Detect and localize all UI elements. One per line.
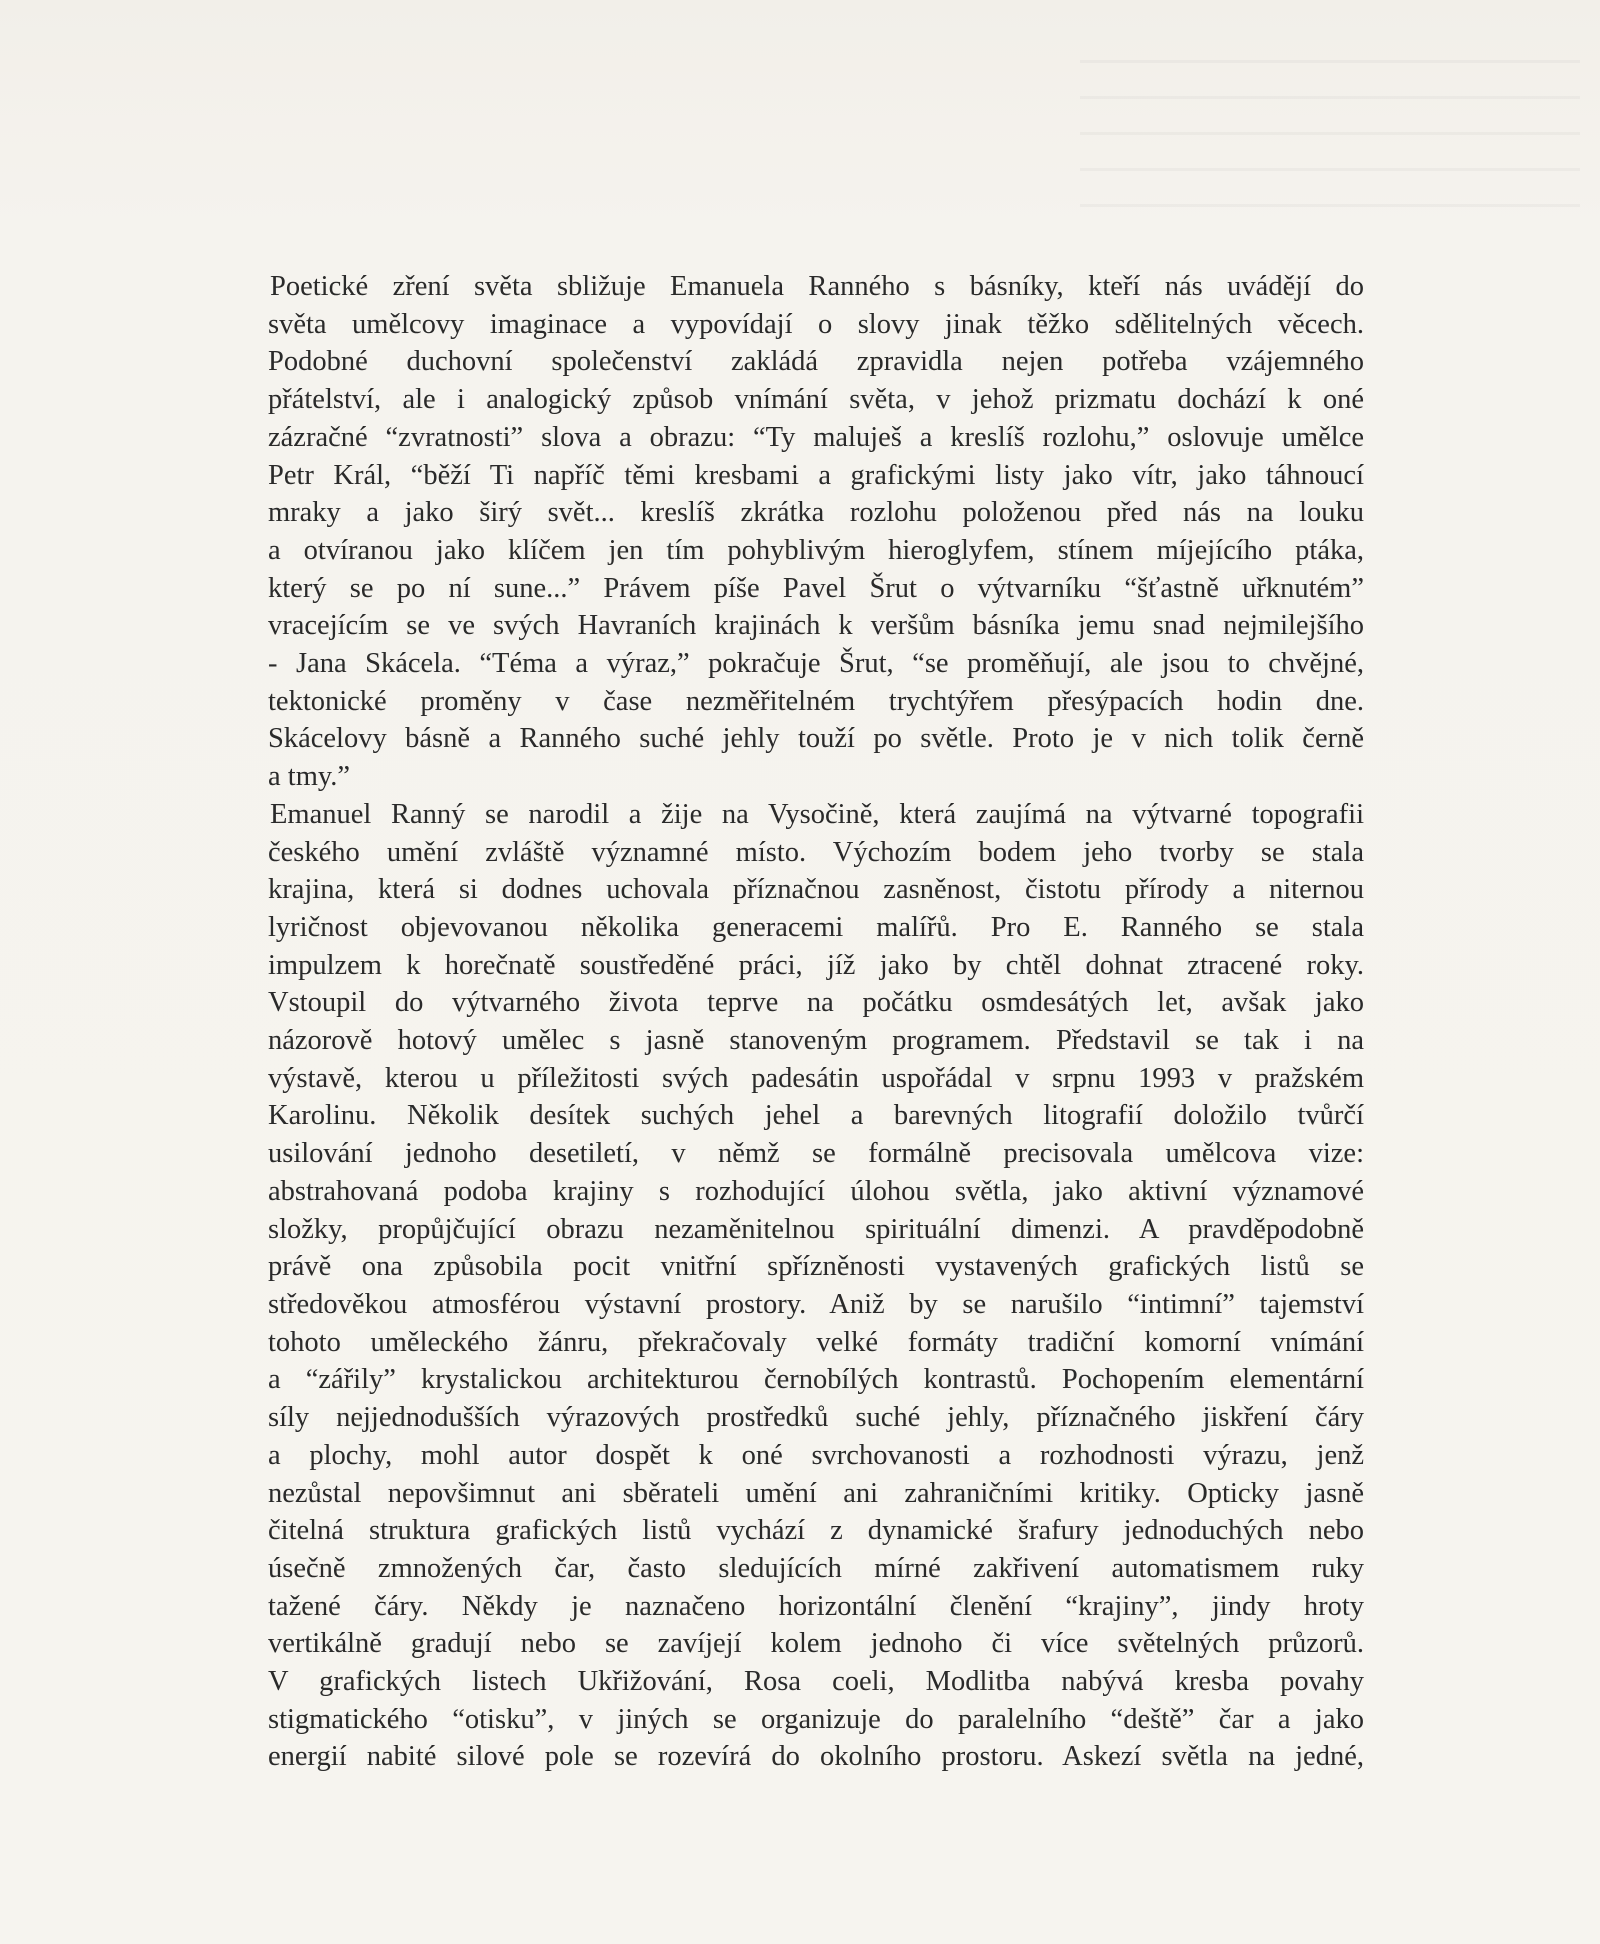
text-line: a “zářily” krystalickou architekturou černobílých kontrastů. Pochopením elementární — [268, 1364, 1364, 1396]
text-line: Vstoupil do výtvarného života teprve na počátku osmdesátých let, avšak jako — [268, 987, 1364, 1019]
text-line: čitelná struktura grafických listů vychází z dynamické šrafury jednoduchých nebo — [268, 1515, 1364, 1547]
text-line: zázračné “zvratnosti” slova a obrazu: “Ty maluješ a kreslíš rozlohu,” oslovuje umělce — [268, 421, 1364, 453]
text-line: impulzem k horečnatě soustředěné práci, jíž jako by chtěl dohnat ztracené roky. — [268, 949, 1364, 981]
text-line: V grafických listech Ukřižování, Rosa coeli, Modlitba nabývá kresba povahy — [268, 1666, 1364, 1698]
text-line: Podobné duchovní společenství zakládá zpravidla nejen potřeba vzájemného — [268, 346, 1364, 378]
text-line: a tmy.” — [268, 761, 351, 793]
text-line: českého umění zvláště významné místo. Výchozím bodem jeho tvorby se stala — [268, 836, 1364, 868]
text-line: který se po ní sune...” Právem píše Pavel Šrut o výtvarníku “šťastně uřknutém” — [268, 572, 1364, 604]
text-line: a otvíranou jako klíčem jen tím pohyblivým hieroglyfem, stínem míjejícího ptáka, — [268, 534, 1364, 566]
text-line: Skácelovy básně a Ranného suché jehly touží po světle. Proto je v nich tolik černě — [268, 723, 1364, 755]
text-line: a plochy, mohl autor dospět k oné svrchovanosti a rozhodnosti výrazu, jenž — [268, 1439, 1364, 1471]
text-line: stigmatického “otisku”, v jiných se organizuje do paralelního “deště” čar a jako — [268, 1703, 1364, 1735]
text-line: složky, propůjčující obrazu nezaměnitelnou spirituální dimenzi. A pravděpodobně — [268, 1213, 1364, 1245]
text-line: právě ona způsobila pocit vnitřní spřízněnosti vystavených grafických listů se — [268, 1251, 1364, 1283]
text-line: výstavě, kterou u příležitosti svých padesátin uspořádal v srpnu 1993 v pražském — [268, 1062, 1364, 1094]
text-line: - Jana Skácela. “Téma a výraz,” pokračuje Šrut, “se proměňují, ale jsou to chvějné, — [268, 648, 1364, 680]
text-line: lyričnost objevovanou několika generacemi malířů. Pro E. Ranného se stala — [268, 911, 1364, 943]
text-line: nezůstal nepovšimnut ani sběrateli umění ani zahraničními kritiky. Opticky jasně — [268, 1477, 1364, 1509]
text-line: přátelství, ale i analogický způsob vnímání světa, v jehož prizmatu dochází k oné — [268, 384, 1364, 416]
text-line: středověkou atmosférou výstavní prostory. Aniž by se narušilo “intimní” tajemství — [268, 1288, 1364, 1320]
text-line: názorově hotový umělec s jasně stanoveným programem. Představil se tak i na — [268, 1025, 1364, 1057]
text-line: usilování jednoho desetiletí, v němž se formálně precisovala umělcova vize: — [268, 1138, 1364, 1170]
text-line: mraky a jako širý svět... kreslíš zkrátka rozlohu položenou před nás na louku — [268, 497, 1364, 529]
text-line: síly nejjednodušších výrazových prostředků suché jehly, příznačného jiskření čáry — [268, 1402, 1364, 1434]
text-line: abstrahovaná podoba krajiny s rozhodující úlohou světla, jako aktivní významové — [268, 1175, 1364, 1207]
text-line: Karolinu. Několik desítek suchých jehel a barevných litografií doložilo tvůrčí — [268, 1100, 1364, 1132]
text-line: světa umělcovy imaginace a vypovídají o slovy jinak těžko sdělitelných věcech. — [268, 308, 1364, 340]
text-line: Poetické zření světa sbližuje Emanuela Ranného s básníky, kteří nás uvádějí do — [270, 271, 1364, 302]
body-text — [268, 268, 1364, 1776]
text-line: vracejícím se ve svých Havraních krajinách k veršům básníka jemu snad nejmilejšího — [268, 610, 1364, 642]
text-line: tažené čáry. Někdy je naznačeno horizontální členění “krajiny”, jindy hroty — [268, 1590, 1364, 1622]
text-line: tohoto uměleckého žánru, překračovaly velké formáty tradiční komorní vnímání — [268, 1326, 1364, 1358]
text-line: vertikálně gradují nebo se zavíjejí kolem jednoho či více světelných průzorů. — [268, 1628, 1364, 1660]
text-line: krajina, která si dodnes uchovala příznačnou zasněnost, čistotu přírody a niternou — [268, 874, 1364, 906]
text-line: tektonické proměny v čase nezměřitelném trychtýřem přesýpacích hodin dne. — [268, 685, 1364, 717]
text-line: energií nabité silové pole se rozevírá do okolního prostoru. Askezí světla na jedné, — [268, 1741, 1364, 1773]
bleed-through-shadow — [1080, 60, 1580, 240]
text-line: Emanuel Ranný se narodil a žije na Vysočině, která zaujímá na výtvarné topografii — [270, 798, 1364, 830]
text-line: Petr Král, “běží Ti napříč těmi kresbami a grafickými listy jako vítr, jako táhnoucí — [268, 459, 1364, 491]
text-line: úsečně zmnožených čar, často sledujících mírné zakřivení automatismem ruky — [268, 1552, 1364, 1584]
